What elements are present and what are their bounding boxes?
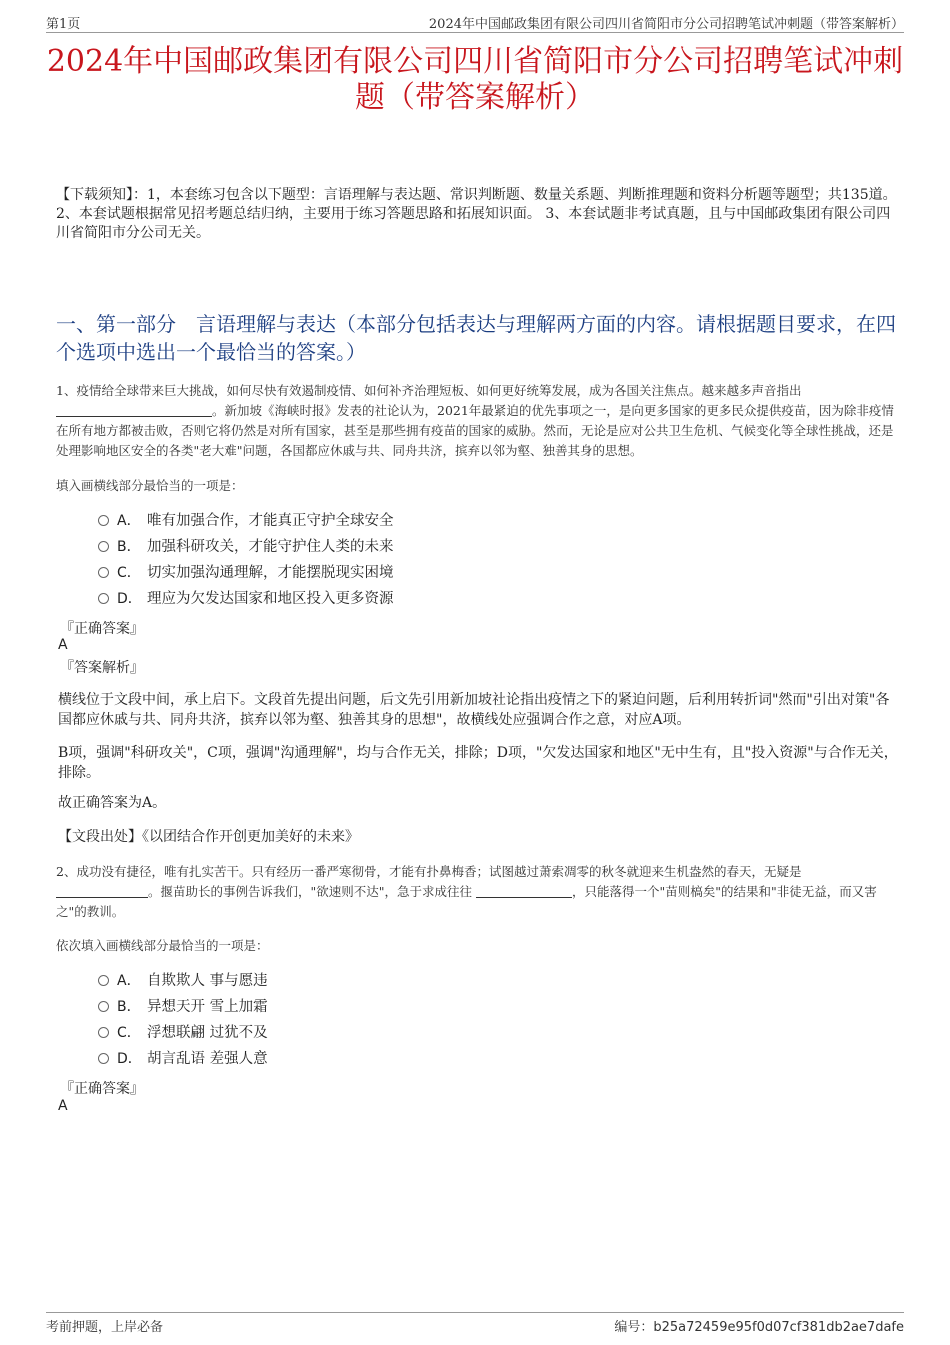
radio-icon[interactable] <box>98 1053 109 1064</box>
correct-answer-label: 『正确答案』 <box>60 1081 144 1097</box>
answer-blank <box>56 885 148 898</box>
answer-blank <box>476 885 572 898</box>
option-a[interactable]: A． 自欺欺人 事与愿违 <box>98 968 268 994</box>
question-2-text: 2、成功没有捷径，唯有扎实苦干。只有经历一番严寒彻骨，才能有扑鼻梅香；试图越过萧索凋零的秋冬就迎来生机盎然的春天，无疑是 。揠苗助长的事例告诉我们，"欲速则不达"，急于求成往往 ，只能落得一个"苗则槁矣"的结果和"非徒无益，而又害之"的教训。 <box>56 864 877 919</box>
analysis-paragraph-2: B项，强调"科研攻关"，C项，强调"沟通理解"，均与合作无关，排除；D项，"欠发达国家和地区"无中生有，且"投入资源"与合作无关，排除。 <box>58 745 898 781</box>
option-c[interactable]: C． 切实加强沟通理解，才能摆脱现实困境 <box>98 560 394 586</box>
option-d[interactable]: D． 胡言乱语 差强人意 <box>98 1046 268 1072</box>
question-1-text: 1、疫情给全球带来巨大挑战，如何尽快有效遏制疫情、如何补齐治理短板、如何更好统筹发展，成为各国关注焦点。越来越多声音指出 。新加坡《海峡时报》发表的社论认为，2021年最紧迫的优先事项之一，是向更多国家的更多民众提供疫苗，因为除非疫情在所有地方都被击败，否则它将仍然是对所有国家，甚至是那些拥有疫苗的国家的威胁。然而，无论是应对公共卫生危机、气候变化等全球性挑战，还是处理影响地区安全的各类"老大难"问题，各国都应休戚与共、同舟共济，摈弃以邻为壑、独善其身的思想。 <box>56 383 894 458</box>
source-reference: 【文段出处】《以团结合作开创更加美好的未来》 <box>58 829 359 845</box>
radio-icon[interactable] <box>98 541 109 552</box>
footer-slogan: 考前押题，上岸必备 <box>46 1320 164 1335</box>
correct-answer-label: 『正确答案』 <box>60 621 144 637</box>
question-2-prompt: 依次填入画横线部分最恰当的一项是： <box>56 938 269 953</box>
section-heading: 一、第一部分 言语理解与表达（本部分包括表达与理解两方面的内容。请根据题目要求，在四个选项中选出一个最恰当的答案。） <box>56 312 896 364</box>
radio-icon[interactable] <box>98 1001 109 1012</box>
correct-answer: A <box>58 637 68 653</box>
answer-blank <box>56 404 212 417</box>
correct-answer: A <box>58 1098 68 1114</box>
analysis-paragraph-3: 故正确答案为A。 <box>58 795 167 811</box>
option-b[interactable]: B． 异想天开 雪上加霜 <box>98 994 268 1020</box>
page-footer <box>46 1312 904 1335</box>
option-c[interactable]: C． 浮想联翩 过犹不及 <box>98 1020 268 1046</box>
radio-icon[interactable] <box>98 515 109 526</box>
header-doc-title: 2024年中国邮政集团有限公司四川省简阳市分公司招聘笔试冲刺题（带答案解析） <box>428 17 904 32</box>
radio-icon[interactable] <box>98 593 109 604</box>
radio-icon[interactable] <box>98 567 109 578</box>
option-b[interactable]: B． 加强科研攻关，才能守护住人类的未来 <box>98 534 394 560</box>
page-title: 2024年中国邮政集团有限公司四川省简阳市分公司招聘笔试冲刺题（带答案解析） <box>46 44 904 115</box>
page-number: 第1页 <box>46 17 81 32</box>
download-notice: 【下载须知】：1，本套练习包含以下题型：言语理解与表达题、常识判断题、数量关系题、判断推理题和资料分析题等题型；共135道。 2、本套试题根据常见招考题总结归纳，主要用于练习答题思路和拓展知识面。 3、本套试题非考试真题，且与中国邮政集团有限公司四川省简阳市分公司无关。 <box>56 187 897 241</box>
page-header <box>46 10 904 33</box>
option-a[interactable]: A． 唯有加强合作，才能真正守护全球安全 <box>98 508 394 534</box>
radio-icon[interactable] <box>98 1027 109 1038</box>
question-1-options <box>98 508 394 612</box>
analysis-paragraph-1: 横线位于文段中间，承上启下。文段首先提出问题，后文先引用新加坡社论指出疫情之下的紧迫问题，后利用转折词"然而"引出对策"各国都应休戚与共、同舟共济，摈弃以邻为壑、独善其身的思想"，故横线处应强调合作之意，对应A项。 <box>58 692 890 728</box>
radio-icon[interactable] <box>98 975 109 986</box>
analysis-label: 『答案解析』 <box>60 660 144 676</box>
option-d[interactable]: D． 理应为欠发达国家和地区投入更多资源 <box>98 586 394 612</box>
footer-code: 编号：b25a72459e95f0d07cf381db2ae7dafe <box>614 1320 904 1335</box>
question-1-prompt: 填入画横线部分最恰当的一项是： <box>56 478 244 493</box>
question-2-options <box>98 968 268 1072</box>
